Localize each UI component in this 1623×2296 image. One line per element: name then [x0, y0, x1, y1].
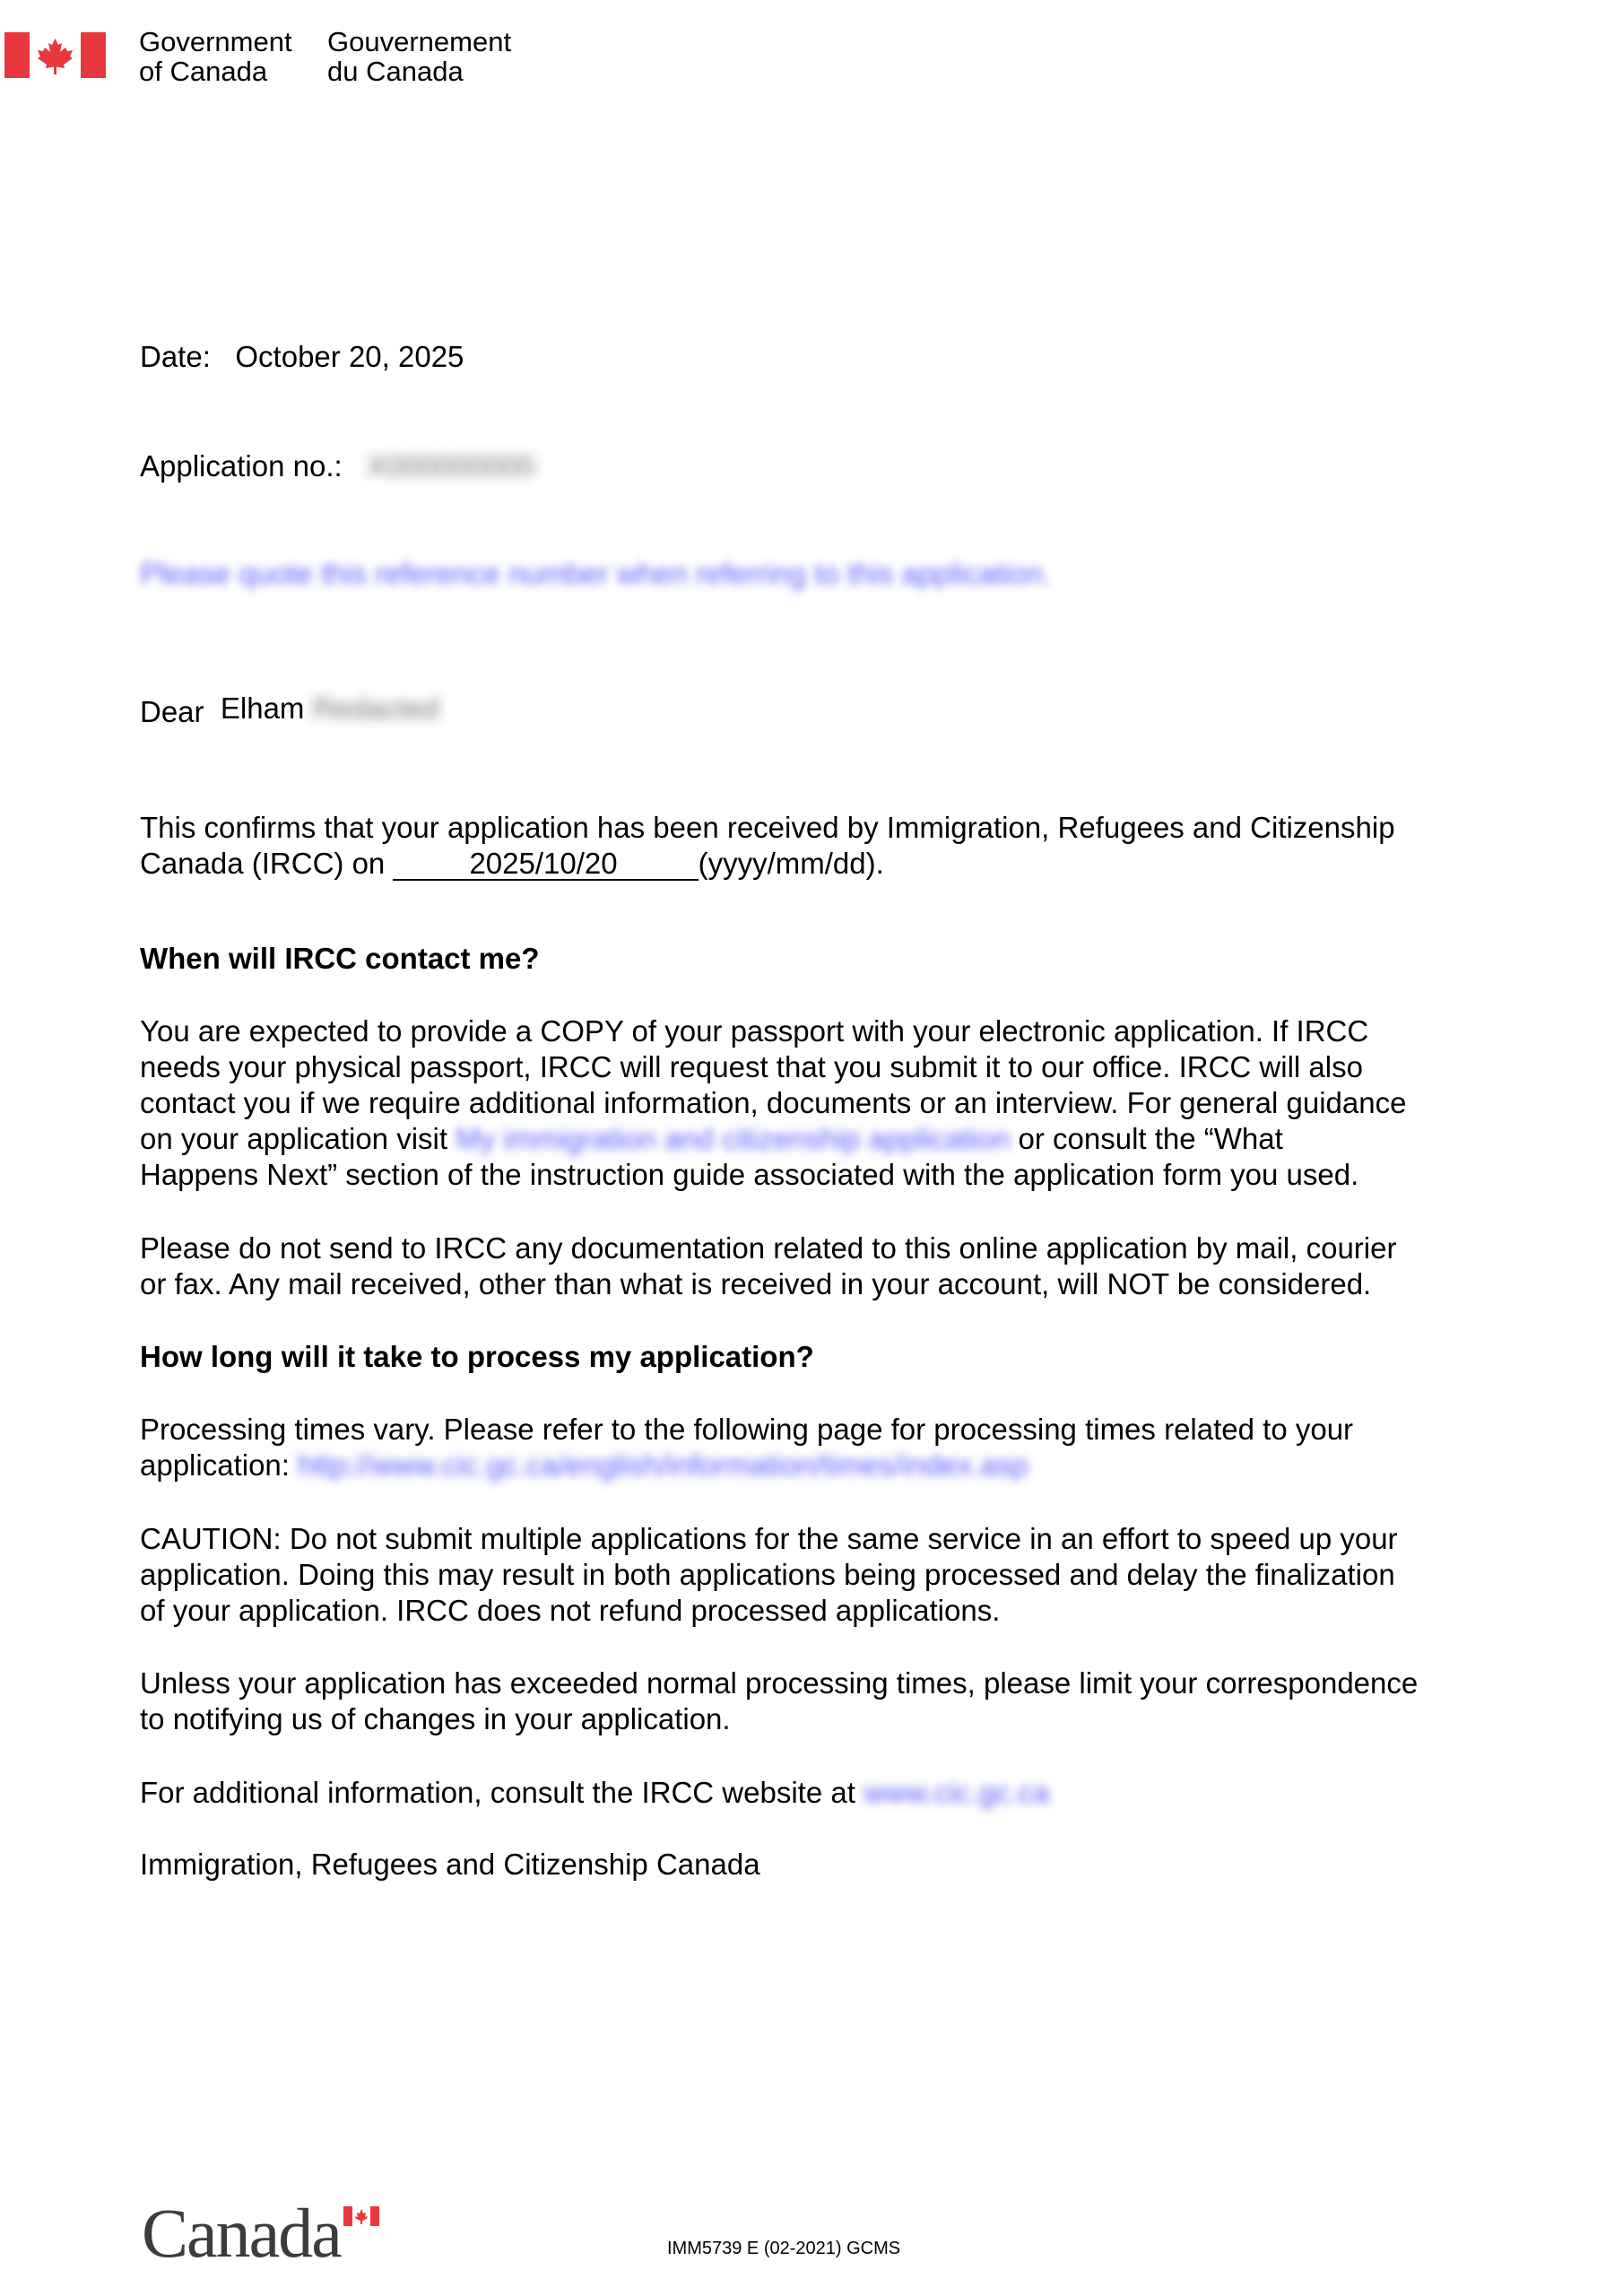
processing-paragraph: [140, 1412, 1353, 1483]
text-line: application. Doing this may result in both applications being processed and delay the finalization: [140, 1558, 1395, 1591]
heading-contact: When will IRCC contact me?: [140, 942, 540, 975]
gov-en-line2: of Canada: [139, 56, 268, 87]
text: (yyyy/mm/dd).: [698, 847, 884, 880]
signoff: Immigration, Refugees and Citizenship Canada: [140, 1848, 760, 1881]
text-line: of your application. IRCC does not refund processed applications.: [140, 1594, 1001, 1627]
additional-info-line: [140, 1775, 1049, 1811]
gov-fr-line2: du Canada: [327, 56, 464, 87]
text-line: Processing times vary. Please refer to the following page for processing times related to your: [140, 1413, 1354, 1446]
received-date: 2025/10/20: [393, 848, 698, 881]
gov-fr-line1: Gouvernement: [327, 26, 512, 57]
app-no-label: Application no.:: [140, 449, 343, 483]
text-line: This confirms that your application has been received by Immigration, Refugees and Citizenship: [140, 811, 1395, 844]
salutation-word: Dear: [140, 695, 204, 728]
app-no-value: X000000000: [367, 449, 535, 483]
text: Canada (IRCC) on: [140, 847, 394, 880]
no-mail-paragraph: [140, 1231, 1396, 1302]
date-line: [140, 339, 464, 375]
text-line: Happens Next” section of the instruction guide associated with the application form you used.: [140, 1158, 1359, 1191]
my-application-link[interactable]: My immigration and citizenship application: [456, 1122, 1011, 1155]
form-code: IMM5739 E (02-2021) GCMS: [667, 2239, 901, 2258]
text-line: or fax. Any mail received, other than what is received in your account, will NOT be considered.: [140, 1267, 1372, 1300]
reference-note: Please quote this reference number when referring to this application.: [140, 557, 1052, 590]
processing-times-link[interactable]: http://www.cic.gc.ca/english/information/times/index.asp: [298, 1448, 1028, 1482]
ircc-website-link[interactable]: www.cic.gc.ca: [864, 1776, 1050, 1809]
date-label: Date:: [140, 340, 211, 373]
first-name: Elham: [220, 691, 305, 725]
text-line: [140, 1121, 1406, 1157]
text: or consult the “What: [1010, 1122, 1283, 1155]
text-line: Unless your application has exceeded normal processing times, please limit your correspondence: [140, 1666, 1419, 1700]
text-line: CAUTION: Do not submit multiple applications for the same service in an effort to speed up your: [140, 1522, 1398, 1555]
canada-wordmark: Canada: [142, 2194, 341, 2272]
text-line: to notifying us of changes in your application.: [140, 1702, 731, 1735]
text-line: [140, 846, 1395, 882]
government-of-canada-signature: [139, 27, 292, 86]
salutation: [140, 691, 439, 726]
gov-en-line1: Government: [139, 26, 292, 57]
canada-flag-icon: [4, 32, 106, 78]
text-line: You are expected to provide a COPY of your passport with your electronic application. If IRCC: [140, 1014, 1369, 1048]
last-name: Redacted: [312, 691, 439, 725]
text-line: Please do not send to IRCC any documentation related to this online application by mail, courier: [140, 1231, 1397, 1265]
text: on your application visit: [140, 1122, 456, 1155]
date-value: October 20, 2025: [235, 340, 464, 373]
text-line: contact you if we require additional information, documents or an interview. For general guidance: [140, 1086, 1407, 1119]
caution-paragraph: [140, 1521, 1398, 1629]
gouvernement-du-canada-signature: [327, 27, 511, 86]
text: For additional information, consult the IRCC website at: [140, 1776, 864, 1809]
wordmark-flag-icon: [343, 2206, 379, 2226]
confirmation-paragraph: [140, 810, 1395, 882]
text-line: [140, 1448, 1353, 1483]
heading-processing: How long will it take to process my application?: [140, 1340, 814, 1373]
correspondence-paragraph: [140, 1665, 1418, 1737]
text: application:: [140, 1448, 299, 1482]
text-line: needs your physical passport, IRCC will request that you submit it to our office. IRCC will also: [140, 1050, 1363, 1083]
application-number-line: [140, 448, 534, 484]
passport-paragraph: [140, 1013, 1406, 1193]
